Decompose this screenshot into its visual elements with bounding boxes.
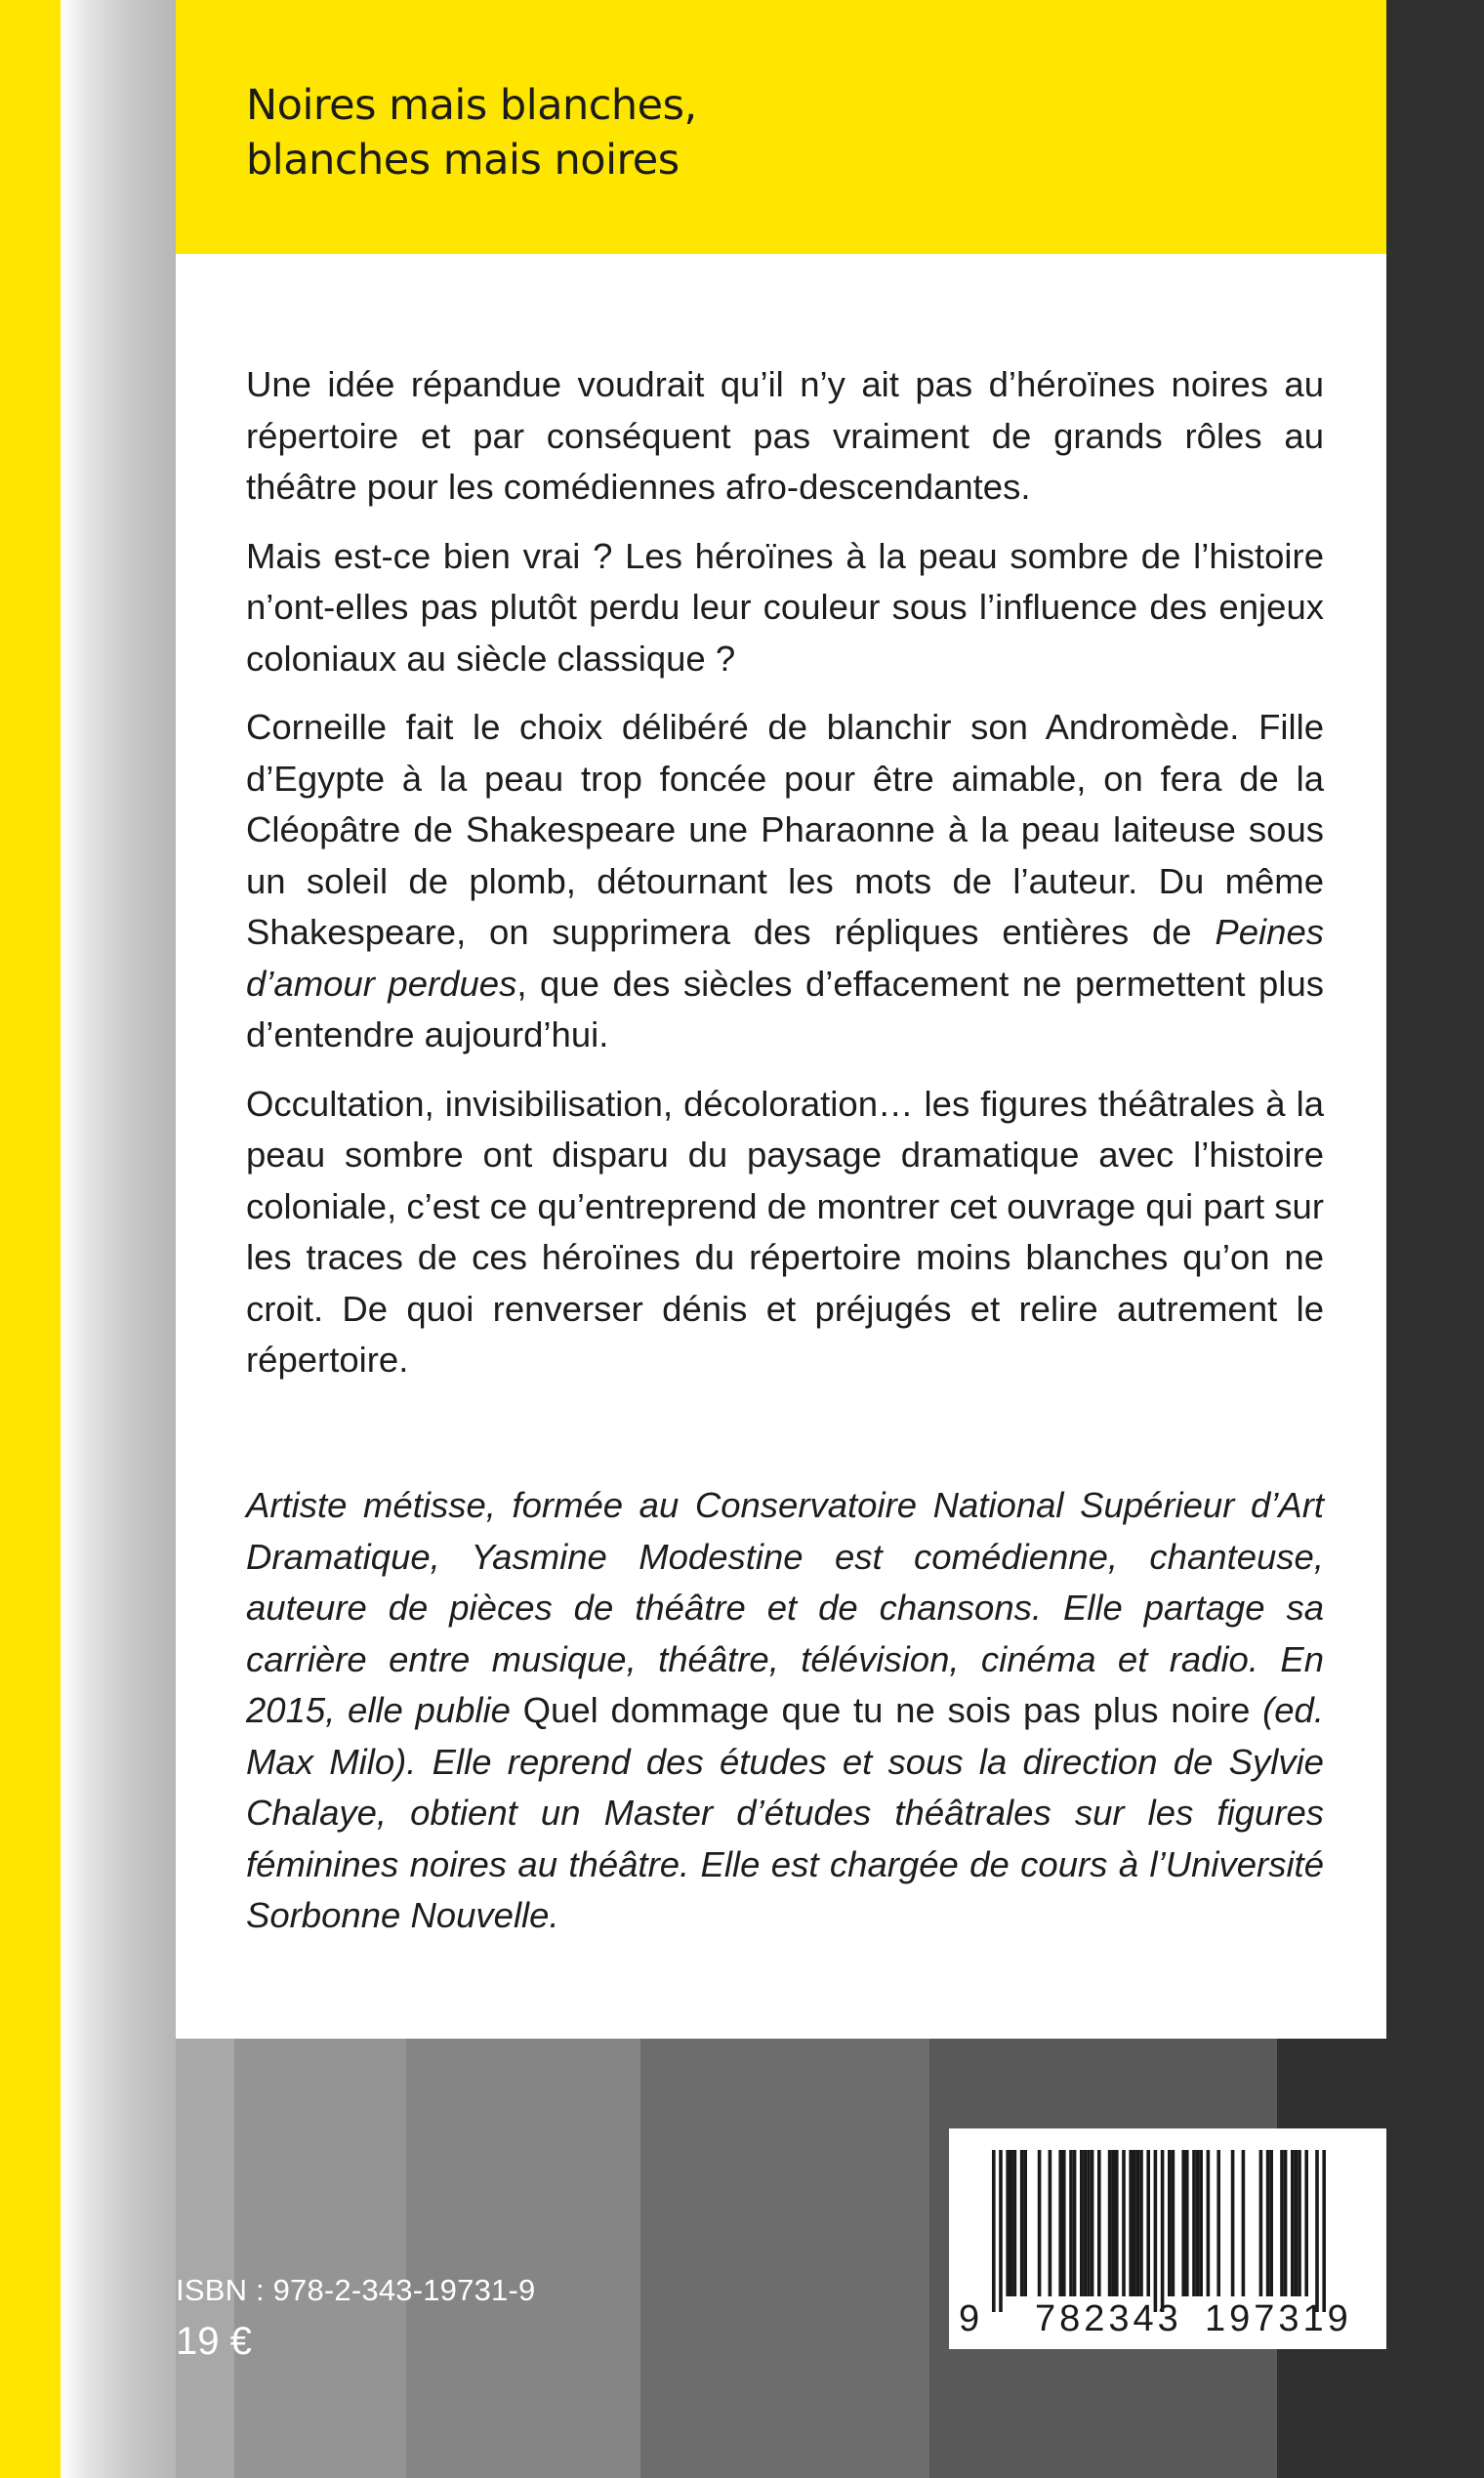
barcode-bar xyxy=(1216,2150,1220,2296)
barcode-bar xyxy=(1280,2150,1284,2296)
barcode-bar xyxy=(1259,2150,1263,2296)
right-dark-stripe xyxy=(1386,0,1484,2478)
barcode-bar xyxy=(1315,2150,1319,2312)
gradient-stripe xyxy=(61,0,176,2478)
barcode-bar xyxy=(1010,2150,1013,2296)
barcode-bar xyxy=(1038,2150,1042,2296)
barcode-bar xyxy=(1322,2150,1326,2312)
barcode-bar xyxy=(1006,2150,1010,2296)
bio-part-2: (ed. Max Milo). Elle reprend des études et sous la direction de Sylvie Chalaye, obtient un Master d’études théâtrales sur les figures féminines noires au théâtre. Elle est chargée de cours à l’Université Sorbonne Nouvelle. xyxy=(246,1690,1324,1935)
barcode-bar xyxy=(1129,2150,1133,2296)
author-bio xyxy=(246,1480,1324,1942)
barcode xyxy=(949,2128,1386,2349)
barcode-bar xyxy=(1295,2150,1298,2296)
barcode-bar xyxy=(1069,2150,1073,2296)
barcode-bar xyxy=(1084,2150,1088,2296)
title-line-1: Noires mais blanches, xyxy=(246,81,697,130)
left-yellow-stripe xyxy=(0,0,61,2478)
barcode-bar xyxy=(1304,2150,1308,2296)
summary-text xyxy=(246,359,1324,1404)
bio-book-title: Quel dommage que tu ne sois pas plus noire xyxy=(522,1690,1251,1730)
barcode-first-digit: 9 xyxy=(959,2298,980,2339)
barcode-bar xyxy=(1115,2150,1119,2296)
author-bio-paragraph xyxy=(246,1480,1324,1942)
barcode-bar xyxy=(1097,2150,1101,2296)
barcode-bar xyxy=(1199,2150,1203,2296)
price-label: 19 € xyxy=(176,2320,252,2363)
bio-part-1: Artiste métisse, formée au Conservatoire National Supérieur d’Art Dramatique, Yasmine Modestine est comédienne, chanteuse, auteure de pièces de théâtre et de chansons. Elle partage sa carrière entre musique, théâtre, télévision, cinéma et radio. En 2015, elle publie xyxy=(246,1485,1324,1730)
barcode-bar xyxy=(1172,2150,1175,2296)
barcode-bar xyxy=(1207,2150,1211,2296)
barcode-bar xyxy=(999,2150,1003,2312)
barcode-bar xyxy=(1181,2150,1185,2296)
barcode-bar xyxy=(1291,2150,1295,2296)
cited-title: Peines d’amour perdues xyxy=(246,912,1324,1004)
barcode-bar xyxy=(1133,2150,1136,2296)
barcode-bar xyxy=(1023,2150,1027,2296)
barcode-bar xyxy=(1266,2150,1270,2296)
barcode-bar xyxy=(1091,2150,1094,2296)
barcode-bar xyxy=(1062,2150,1066,2296)
summary-paragraph-3 xyxy=(246,702,1324,1061)
barcode-bar xyxy=(1049,2150,1052,2296)
barcode-bar xyxy=(1269,2150,1273,2296)
barcode-bar xyxy=(1058,2150,1062,2296)
barcode-bar xyxy=(1161,2150,1165,2312)
barcode-bar xyxy=(1122,2150,1126,2296)
summary-paragraph-1: Une idée répandue voudrait qu’il n’y ait pas d’héroïnes noires au répertoire et par conséquent pas vraiment de grands rôles au théâtre pour les comédiennes afro-descendantes. xyxy=(246,364,1324,507)
book-title xyxy=(246,78,697,187)
barcode-bar xyxy=(1154,2150,1158,2312)
barcode-bar xyxy=(1298,2150,1301,2296)
barcode-left-group: 782343 xyxy=(1035,2298,1182,2339)
barcode-bar xyxy=(1146,2150,1150,2296)
title-line-2: blanches mais noires xyxy=(246,136,680,185)
summary-p3-end: , que des siècles d’effacement ne permettent plus d’entendre aujourd’hui. xyxy=(246,963,1324,1054)
barcode-bar xyxy=(1087,2150,1091,2296)
summary-paragraph-2: Mais est-ce bien vrai ? Les héroïnes à la peau sombre de l’histoire n’ont-elles pas plutôt perdu leur couleur sous l’influence des enjeux coloniaux au siècle classique ? xyxy=(246,535,1324,679)
barcode-bar xyxy=(1020,2150,1024,2296)
barcode-bar xyxy=(1231,2150,1235,2296)
barcode-bar xyxy=(1108,2150,1112,2296)
barcode-bar xyxy=(992,2150,996,2312)
barcode-right-group: 197319 xyxy=(1205,2298,1352,2339)
barcode-digits xyxy=(949,2298,1386,2341)
barcode-bar xyxy=(1168,2150,1172,2296)
barcode-bar xyxy=(1185,2150,1189,2296)
barcode-bar xyxy=(1111,2150,1115,2296)
barcode-bar xyxy=(1136,2150,1140,2296)
barcode-bar xyxy=(1073,2150,1077,2296)
barcode-bar xyxy=(1242,2150,1246,2296)
barcode-bar xyxy=(1080,2150,1084,2296)
barcode-bar xyxy=(1284,2150,1288,2296)
summary-p3-start: Corneille fait le choix délibéré de blanchir son Andromède. Fille d’Egypte à la peau trop foncée pour être aimable, on fera de la Cléopâtre de Shakespeare une Pharaonne à la peau laiteuse sous un soleil de plomb, détournant les mots de l’auteur. Du même Shakespeare, on supprimera des répliques entières de xyxy=(246,707,1324,952)
barcode-bar xyxy=(1139,2150,1143,2296)
summary-paragraph-4: Occultation, invisibilisation, décoloration… les figures théâtrales à la peau sombre ont disparu du paysage dramatique avec l’histoire coloniale, c’est ce qu’entreprend de montrer cet ouvrage qui part sur les traces de ces héroïnes du répertoire moins blanches qu’on ne croit. De quoi renverser dénis et préjugés et relire autrement le répertoire. xyxy=(246,1083,1324,1380)
barcode-bar xyxy=(1196,2150,1200,2296)
barcode-bar xyxy=(1013,2150,1017,2296)
barcode-bar xyxy=(1192,2150,1196,2296)
isbn-label: ISBN : 978-2-343-19731-9 xyxy=(176,2273,536,2307)
